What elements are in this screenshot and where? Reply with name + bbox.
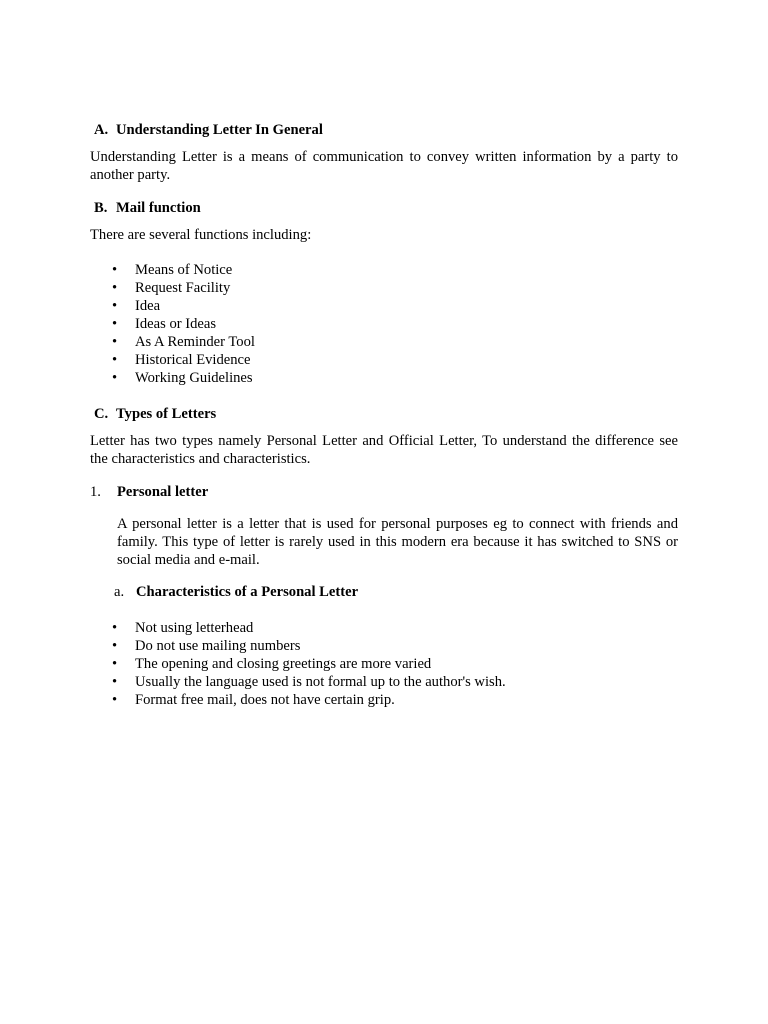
list-item-text: Request Facility bbox=[135, 280, 231, 296]
bullet-icon: • bbox=[112, 280, 118, 296]
characteristics-marker: a. bbox=[114, 584, 125, 600]
section-b-intro: There are several functions including: bbox=[90, 227, 312, 243]
list-item-text: Usually the language used is not formal up to the author's wish. bbox=[135, 674, 506, 690]
section-a-title: Understanding Letter In General bbox=[116, 122, 323, 138]
section-a-body-line-2: another party. bbox=[90, 167, 171, 183]
section-c-body-line-1: Letter has two types namely Personal Letter and Official Letter, To understand the difference see bbox=[90, 433, 678, 449]
bullet-icon: • bbox=[112, 316, 118, 332]
section-a-body-line-1: Understanding Letter is a means of communication to convey written information by a party to bbox=[90, 149, 678, 165]
bullet-icon: • bbox=[112, 620, 118, 636]
personal-letter-body-line-1: A personal letter is a letter that is used for personal purposes eg to connect with friends and bbox=[117, 516, 678, 532]
list-item-text: As A Reminder Tool bbox=[135, 334, 255, 350]
bullet-icon: • bbox=[112, 370, 118, 386]
list-item-text: Format free mail, does not have certain grip. bbox=[135, 692, 395, 708]
section-c-title: Types of Letters bbox=[116, 406, 217, 422]
bullet-icon: • bbox=[112, 262, 118, 278]
section-b-heading bbox=[94, 199, 201, 217]
personal-letter-body-line-3: social media and e-mail. bbox=[117, 552, 260, 568]
list-item-text: Working Guidelines bbox=[135, 370, 253, 386]
bullet-icon: • bbox=[112, 692, 118, 708]
list-item-text: Do not use mailing numbers bbox=[135, 638, 301, 654]
section-c-marker: C. bbox=[94, 406, 109, 422]
list-item-text: The opening and closing greetings are more varied bbox=[135, 656, 432, 672]
list-item-text: Means of Notice bbox=[135, 262, 233, 278]
list-item-text: Not using letterhead bbox=[135, 620, 254, 636]
section-a-heading bbox=[94, 121, 323, 139]
bullet-icon: • bbox=[112, 656, 118, 672]
section-a-marker: A. bbox=[94, 122, 109, 138]
personal-letter-marker: 1. bbox=[90, 484, 101, 500]
list-item-text: Ideas or Ideas bbox=[135, 316, 217, 332]
section-b-marker: B. bbox=[94, 200, 108, 216]
section-c-heading bbox=[94, 405, 216, 423]
bullet-icon: • bbox=[112, 334, 118, 350]
bullet-icon: • bbox=[112, 638, 118, 654]
characteristics-title: Characteristics of a Personal Letter bbox=[136, 584, 359, 600]
bullet-icon: • bbox=[112, 298, 118, 314]
personal-letter-body-line-2: family. This type of letter is rarely used in this modern era because it has switched to SNS or bbox=[117, 534, 678, 550]
bullet-icon: • bbox=[112, 352, 118, 368]
personal-letter-title: Personal letter bbox=[117, 484, 209, 500]
bullet-icon: • bbox=[112, 674, 118, 690]
list-item-text: Idea bbox=[135, 298, 161, 314]
section-b-title: Mail function bbox=[116, 200, 201, 216]
list-item-text: Historical Evidence bbox=[135, 352, 251, 368]
section-c-body-line-2: the characteristics and characteristics. bbox=[90, 451, 311, 467]
